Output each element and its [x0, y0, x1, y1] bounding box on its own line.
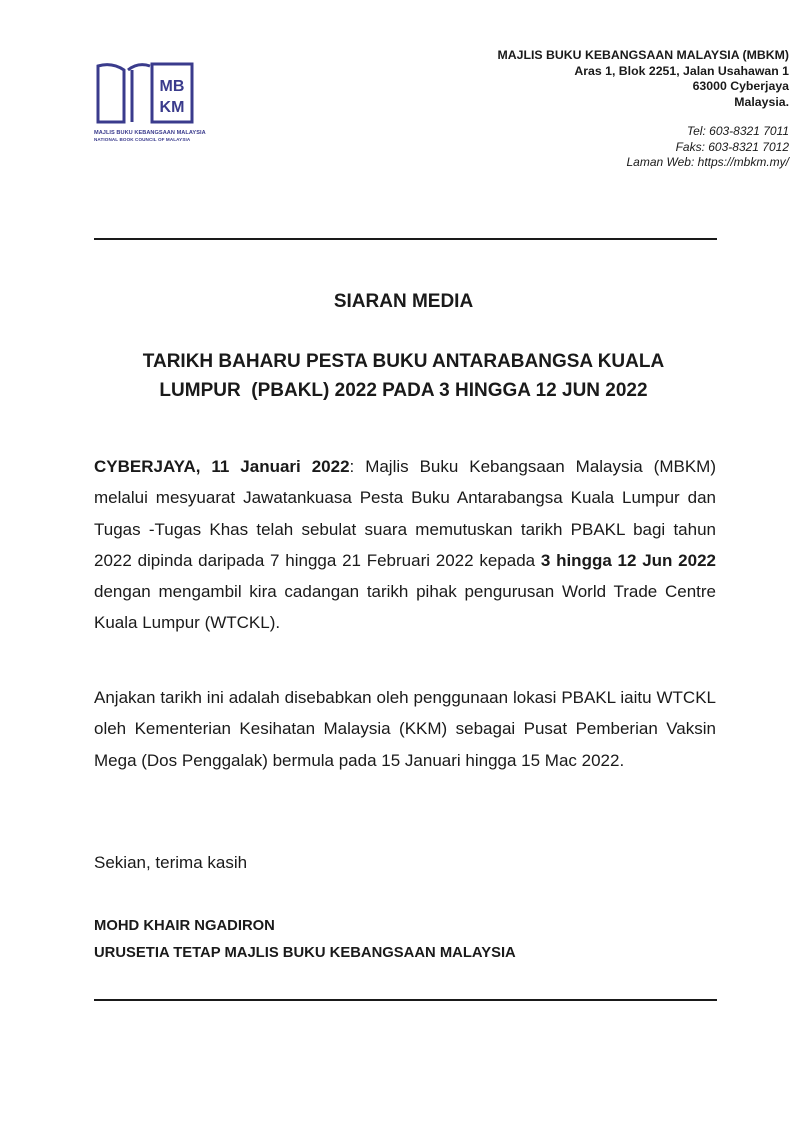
body-paragraph	[94, 451, 716, 639]
address-line: Malaysia.	[734, 94, 789, 109]
footer-divider	[94, 999, 717, 1001]
address-line: Aras 1, Blok 2251, Jalan Usahawan 1	[574, 63, 789, 78]
title-line: LUMPUR (PBAKL) 2022 PADA 3 HINGGA 12 JUN 2022	[159, 380, 648, 401]
letterhead-contact	[627, 124, 790, 171]
new-date-highlight: 3 hingga 12 Jun 2022	[540, 550, 716, 570]
signature-block	[94, 913, 516, 967]
letterhead-address	[498, 48, 789, 110]
signatory-name: MOHD KHAIR NGADIRON	[94, 918, 275, 934]
closing-remark: Sekian, terima kasih	[94, 853, 248, 872]
website: Laman Web: https://mbkm.my/	[626, 155, 789, 170]
document-label: SIARAN MEDIA	[333, 291, 474, 312]
dateline: CYBERJAYA, 11 Januari 2022	[94, 457, 350, 476]
paragraph-text: dengan mengambil kira cadangan tarikh pihak pengurusan World Trade Centre Kuala Lumpur (WTCKL).	[94, 582, 716, 633]
logo-org-name-english: NATIONAL BOOK COUNCIL OF MALAYSIA	[94, 137, 191, 142]
fax-number: Faks: 603-8321 7012	[675, 139, 789, 154]
title-line: TARIKH BAHARU PESTA BUKU ANTARABANGSA KUALA	[142, 351, 665, 372]
logo-mark-top: MB	[159, 78, 185, 95]
org-name: MAJLIS BUKU KEBANGSAAN MALAYSIA (MBKM)	[497, 48, 789, 62]
book-logo-icon	[94, 60, 194, 126]
logo-mark-bottom: KM	[159, 99, 185, 116]
mbkm-logo	[94, 60, 204, 142]
document-title	[0, 347, 807, 405]
tel-number: Tel: 603-8321 7011	[686, 124, 789, 138]
address-line: 63000 Cyberjaya	[692, 79, 789, 94]
paragraph-text: : Majlis Buku Kebangsaan Malaysia (MBKM) melalui mesyuarat Jawatankuasa Pesta Buku Antarabangsa Kuala Lumpur dan Tugas -Tugas Khas telah sebulat suara memutuskan tarikh PBAKL bagi tahun 2022 dipinda daripada 7 hingga 21 Februari 2022 kepada	[94, 457, 716, 570]
signatory-position: URUSETIA TETAP MAJLIS BUKU KEBANGSAAN MALAYSIA	[94, 945, 516, 961]
header-divider	[94, 238, 717, 240]
body-paragraph: Anjakan tarikh ini adalah disebabkan oleh penggunaan lokasi PBAKL iaitu WTCKL oleh Kementerian Kesihatan Malaysia (KKM) sebagai Pusat Pemberian Vaksin Mega (Dos Penggalak) bermula pada 15 Januari hingga 15 Mac 2022.	[94, 688, 716, 770]
logo-org-name: MAJLIS BUKU KEBANGSAAN MALAYSIA	[94, 130, 206, 136]
